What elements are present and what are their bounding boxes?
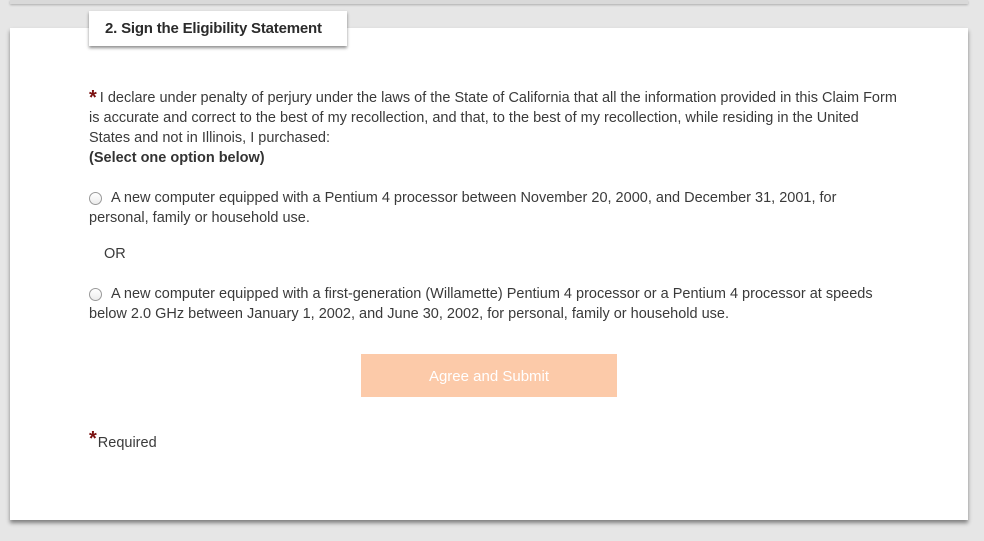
required-legend [89,430,157,453]
or-separator: OR [104,246,126,262]
declaration-text: I declare under penalty of perjury under the laws of the State of California that all the information provided in this Claim Form is accurate and correct to the best of my recollection, and that, to the best of my recollection, while residing in the United States and not in Illinois, I purchased: [89,90,897,146]
option-2-label[interactable]: A new computer equipped with a first-generation (Willamette) Pentium 4 processor or a Pentium 4 processor at speeds below 2.0 GHz between January 1, 2002, and June 30, 2002, for personal, family or household use. [89,286,873,322]
purchase-option-2[interactable] [89,284,889,324]
select-one-instruction: (Select one option below) [89,150,265,166]
previous-section-edge [10,0,968,4]
required-legend-text: Required [97,435,157,451]
option-2-radio[interactable] [89,288,102,301]
section-title-tab [89,11,347,46]
option-1-label[interactable]: A new computer equipped with a Pentium 4 processor between November 20, 2000, and December 31, 2001, for personal, family or household use. [89,190,837,226]
agree-and-submit-button[interactable]: Agree and Submit [361,354,617,397]
required-legend-asterisk: * [89,428,97,450]
purchase-option-1[interactable] [89,188,889,228]
required-asterisk: * [89,87,97,109]
section-title: 2. Sign the Eligibility Statement [105,20,322,37]
option-1-radio[interactable] [89,192,102,205]
declaration-statement [89,86,899,168]
